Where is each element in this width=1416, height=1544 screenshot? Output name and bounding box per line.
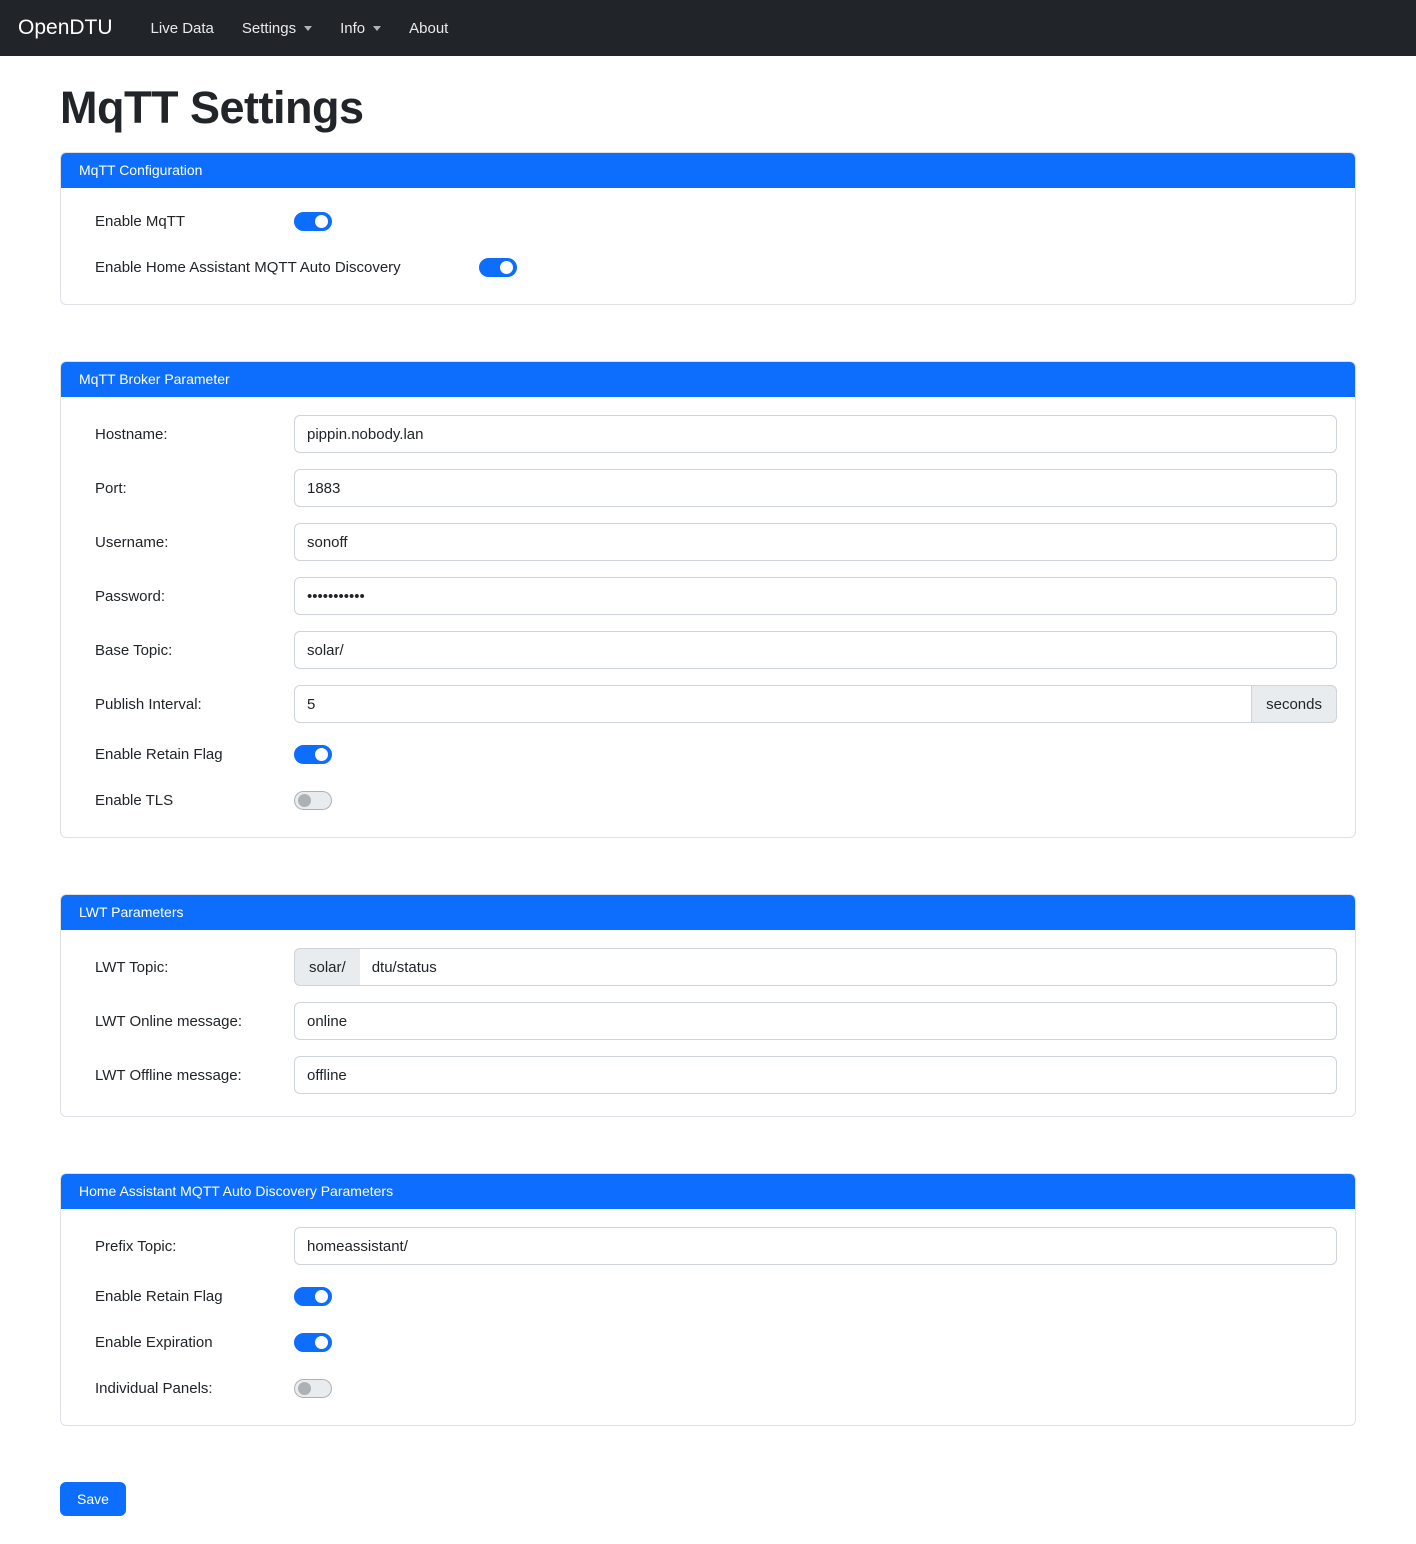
field-control	[294, 1379, 1337, 1398]
page-title: MqTT Settings	[60, 82, 364, 133]
toggle-enable-tls[interactable]	[294, 791, 332, 810]
field-control	[294, 1333, 1337, 1352]
field-control	[294, 1227, 1337, 1265]
field-port	[79, 469, 1337, 507]
nav-item-about[interactable]	[395, 12, 462, 45]
toggle-knob	[315, 748, 328, 761]
field-label: LWT Offline message:	[95, 1066, 242, 1084]
toggle-enable-hass-discovery[interactable]	[479, 258, 517, 277]
field-label: Password:	[95, 587, 166, 605]
field-label: Prefix Topic:	[95, 1237, 177, 1255]
toggle-hass-expiration[interactable]	[294, 1333, 332, 1352]
toggle-enable-mqtt[interactable]	[294, 212, 332, 231]
field-username	[79, 523, 1337, 561]
nav-item-settings[interactable]	[228, 12, 326, 45]
field-control	[294, 631, 1337, 669]
toggle-knob	[315, 1290, 328, 1303]
field-lwt-online-message	[79, 1002, 1337, 1040]
field-label: Publish Interval:	[95, 695, 202, 713]
field-prefix-topic	[79, 1227, 1337, 1265]
field-control	[294, 212, 1337, 231]
card-home-assistant-parameters	[60, 1173, 1356, 1426]
brand-logo[interactable]: OpenDTU	[18, 16, 113, 39]
port-input[interactable]	[294, 469, 1337, 507]
field-hass-retain-flag	[79, 1281, 1337, 1311]
card-header: MqTT Configuration	[61, 153, 1355, 188]
nav-item-live-data[interactable]	[137, 12, 228, 45]
field-control	[294, 685, 1337, 723]
publish-interval-unit: seconds	[1252, 685, 1337, 723]
card-body	[61, 1209, 1355, 1425]
field-control	[294, 577, 1337, 615]
toggle-enable-retain-flag[interactable]	[294, 745, 332, 764]
field-enable-tls	[79, 785, 1337, 815]
toggle-knob	[500, 261, 513, 274]
field-label: LWT Online message:	[95, 1012, 243, 1030]
username-input[interactable]	[294, 523, 1337, 561]
toggle-hass-retain-flag[interactable]	[294, 1287, 332, 1306]
field-individual-panels	[79, 1373, 1337, 1403]
field-control	[294, 791, 1337, 810]
chevron-down-icon	[304, 26, 312, 31]
card-body	[61, 188, 1355, 304]
field-enable-retain-flag	[79, 739, 1337, 769]
lwt-offline-input[interactable]	[294, 1056, 1337, 1094]
field-label: Enable TLS	[95, 791, 174, 809]
card-body	[61, 930, 1355, 1116]
field-control	[294, 1002, 1337, 1040]
field-hostname	[79, 415, 1337, 453]
toggle-knob	[315, 215, 328, 228]
toggle-knob	[298, 794, 311, 807]
field-label: LWT Topic:	[95, 958, 169, 976]
field-hass-expiration	[79, 1327, 1337, 1357]
field-label: Enable Expiration	[95, 1333, 213, 1351]
field-enable-hass-discovery	[79, 252, 1337, 282]
field-control	[294, 1287, 1337, 1306]
nav-item-label: Info	[340, 19, 366, 37]
card-header: Home Assistant MQTT Auto Discovery Parameters	[61, 1174, 1355, 1209]
nav-item-info[interactable]	[326, 12, 395, 45]
field-lwt-topic	[79, 948, 1337, 986]
field-publish-interval	[79, 685, 1337, 723]
toggle-individual-panels[interactable]	[294, 1379, 332, 1398]
field-label: Enable Home Assistant MQTT Auto Discovery	[95, 258, 401, 276]
field-label: Username:	[95, 533, 169, 551]
password-input[interactable]	[294, 577, 1337, 615]
hostname-input[interactable]	[294, 415, 1337, 453]
field-enable-mqtt	[79, 206, 1337, 236]
field-label: Enable MqTT	[95, 212, 186, 230]
lwt-topic-group	[294, 948, 1337, 986]
field-control	[294, 1056, 1337, 1094]
nav-item-label: About	[409, 19, 449, 37]
field-label: Base Topic:	[95, 641, 173, 659]
field-control	[479, 258, 1337, 277]
lwt-online-input[interactable]	[294, 1002, 1337, 1040]
save-button[interactable]: Save	[60, 1482, 126, 1516]
card-mqtt-configuration	[60, 152, 1356, 305]
top-navbar	[0, 0, 1416, 56]
lwt-topic-prefix: solar/	[294, 948, 360, 986]
field-label: Port:	[95, 479, 127, 497]
card-mqtt-broker-parameter	[60, 361, 1356, 838]
field-control	[294, 523, 1337, 561]
nav-item-label: Live Data	[150, 19, 214, 37]
lwt-topic-input[interactable]	[360, 948, 1337, 986]
card-lwt-parameters	[60, 894, 1356, 1117]
field-lwt-offline-message	[79, 1056, 1337, 1094]
card-header: LWT Parameters	[61, 895, 1355, 930]
field-label: Enable Retain Flag	[95, 745, 223, 763]
toggle-knob	[315, 1336, 328, 1349]
field-label: Enable Retain Flag	[95, 1287, 223, 1305]
field-label: Individual Panels:	[95, 1379, 213, 1397]
field-label: Hostname:	[95, 425, 168, 443]
card-header: MqTT Broker Parameter	[61, 362, 1355, 397]
field-control	[294, 469, 1337, 507]
field-control	[294, 745, 1337, 764]
field-password	[79, 577, 1337, 615]
card-body	[61, 397, 1355, 837]
publish-interval-group	[294, 685, 1337, 723]
publish-interval-input[interactable]	[294, 685, 1252, 723]
toggle-knob	[298, 1382, 311, 1395]
field-control	[294, 415, 1337, 453]
base-topic-input[interactable]	[294, 631, 1337, 669]
nav-item-label: Settings	[241, 19, 297, 37]
field-control	[294, 948, 1337, 986]
prefix-topic-input[interactable]	[294, 1227, 1337, 1265]
field-base-topic	[79, 631, 1337, 669]
chevron-down-icon	[373, 26, 381, 31]
